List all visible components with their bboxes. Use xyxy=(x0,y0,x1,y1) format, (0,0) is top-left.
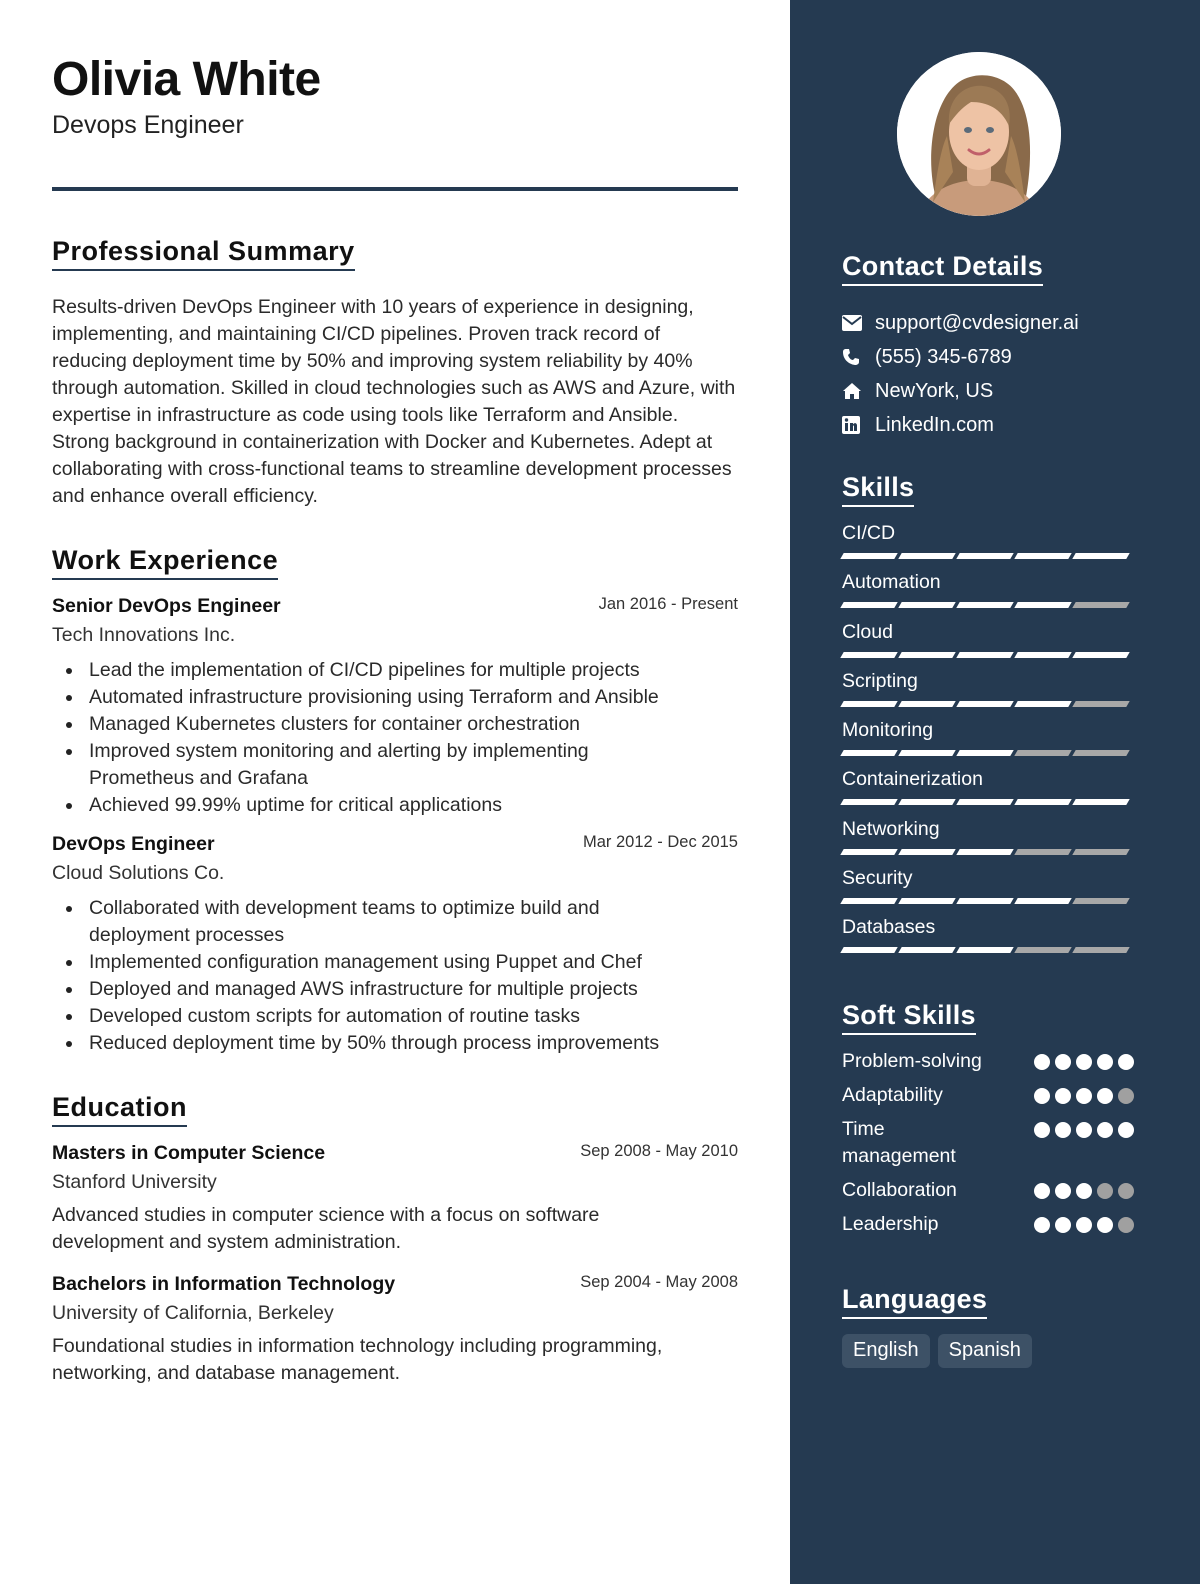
bullet-item: Implemented configuration management using Puppet and Chef xyxy=(52,949,738,976)
skill-item xyxy=(842,520,1134,569)
bullet-item: Improved system monitoring and alerting by implementing Prometheus and Grafana xyxy=(52,738,738,792)
skill-level-segment xyxy=(840,849,897,855)
language-chip: Spanish xyxy=(938,1334,1032,1368)
rating-dot xyxy=(1055,1054,1071,1070)
soft-skill-item xyxy=(842,1211,1134,1238)
bullet-item: Deployed and managed AWS infrastructure for multiple projects xyxy=(52,976,738,1003)
rating-dot xyxy=(1055,1122,1071,1138)
bullet-item: Achieved 99.99% uptime for critical applications xyxy=(52,792,738,819)
section-title-experience: Work Experience xyxy=(52,545,278,580)
contact-phone[interactable] xyxy=(842,340,1079,374)
job-entry xyxy=(52,595,738,819)
skill-level-segment xyxy=(1072,553,1129,559)
rating-dot xyxy=(1097,1217,1113,1233)
rating-dot xyxy=(1097,1183,1113,1199)
skill-level-segment xyxy=(898,602,955,608)
bullet-item: Automated infrastructure provisioning using Terraform and Ansible xyxy=(52,684,738,711)
skill-level-segment xyxy=(898,750,955,756)
skill-item xyxy=(842,717,1134,766)
soft-skill-item xyxy=(842,1116,1134,1170)
section-title-contact: Contact Details xyxy=(842,251,1043,286)
candidate-name: Olivia White xyxy=(52,53,321,106)
skill-level-meter xyxy=(842,750,1134,756)
contact-phone-text: (555) 345-6789 xyxy=(875,345,1012,368)
soft-skill-item xyxy=(842,1048,1134,1075)
skill-level-meter xyxy=(842,701,1134,707)
summary-text: Results-driven DevOps Engineer with 10 years of experience in designing, implementing, and maintaining CI/CD pipelines. Proven track record of reducing deployment time by 50% and improving system reliability by 40% through automation. Skilled in cloud technologies such as AWS and Azure, with expertise in infrastructure as code using tools like Terraform and Ansible. Strong background in containerization with Docker and Kubernetes. Adept at collaborating with cross-functional teams to streamline development processes and enhance overall efficiency. xyxy=(52,296,736,507)
language-chip: English xyxy=(842,1334,930,1368)
skill-level-meter xyxy=(842,652,1134,658)
job-company: Tech Innovations Inc. xyxy=(52,624,236,646)
skill-name: Networking xyxy=(842,817,940,840)
languages-list xyxy=(842,1334,1032,1368)
rating-dot xyxy=(1097,1122,1113,1138)
skill-level-meter xyxy=(842,898,1134,904)
skill-level-segment xyxy=(956,947,1013,953)
skill-level-segment xyxy=(898,553,955,559)
skill-level-segment xyxy=(956,849,1013,855)
education-date: Sep 2004 - May 2008 xyxy=(580,1273,738,1291)
section-title-summary: Professional Summary xyxy=(52,236,355,271)
skill-name: Cloud xyxy=(842,620,893,643)
skill-level-segment xyxy=(1014,701,1071,707)
job-company: Cloud Solutions Co. xyxy=(52,862,225,884)
section-title-languages: Languages xyxy=(842,1284,987,1319)
phone-icon xyxy=(842,346,875,368)
soft-skill-name: Problem-solving xyxy=(842,1050,982,1072)
skill-level-segment xyxy=(1014,652,1071,658)
skill-level-segment xyxy=(956,602,1013,608)
skill-level-segment xyxy=(956,750,1013,756)
rating-dot xyxy=(1118,1183,1134,1199)
skill-level-meter xyxy=(842,947,1134,953)
rating-dot xyxy=(1034,1183,1050,1199)
skill-item xyxy=(842,619,1134,668)
school-name: Stanford University xyxy=(52,1171,217,1193)
skill-name: Automation xyxy=(842,571,941,594)
skill-level-segment xyxy=(840,652,897,658)
section-title-soft-skills: Soft Skills xyxy=(842,1000,976,1035)
rating-dot xyxy=(1076,1088,1092,1104)
skill-level-segment xyxy=(898,849,955,855)
soft-skill-rating xyxy=(1034,1122,1134,1138)
skill-level-meter xyxy=(842,602,1134,608)
home-icon xyxy=(842,380,875,402)
section-title-education: Education xyxy=(52,1092,187,1127)
skill-level-segment xyxy=(840,602,897,608)
education-description: Advanced studies in computer science with a focus on software development and system administration. xyxy=(52,1204,600,1253)
bullet-item: Collaborated with development teams to optimize build and deployment processes xyxy=(52,895,738,949)
education-description: Foundational studies in information technology including programming, networking, and database management. xyxy=(52,1335,663,1384)
bullet-item: Developed custom scripts for automation of routine tasks xyxy=(52,1003,738,1030)
contact-linkedin-text: LinkedIn.com xyxy=(875,413,994,436)
job-date: Jan 2016 - Present xyxy=(598,595,738,613)
skill-level-segment xyxy=(898,701,955,707)
skill-level-meter xyxy=(842,849,1134,855)
candidate-role: Devops Engineer xyxy=(52,111,244,139)
skill-item xyxy=(842,816,1134,865)
sidebar xyxy=(790,0,1200,1584)
profile-photo xyxy=(897,52,1061,216)
rating-dot xyxy=(1034,1217,1050,1233)
skill-name: CI/CD xyxy=(842,522,896,544)
soft-skill-item xyxy=(842,1082,1134,1109)
job-entry xyxy=(52,833,738,1057)
skill-level-segment xyxy=(1014,750,1071,756)
header-divider xyxy=(52,187,738,191)
contact-email-text: support@cvdesigner.ai xyxy=(875,311,1079,334)
rating-dot xyxy=(1055,1183,1071,1199)
skill-level-segment xyxy=(1014,602,1071,608)
degree-title: Bachelors in Information Technology xyxy=(52,1273,396,1295)
skill-level-segment xyxy=(1072,701,1129,707)
skill-level-segment xyxy=(1014,799,1071,805)
skill-level-segment xyxy=(1072,750,1129,756)
soft-skill-name: Collaboration xyxy=(842,1179,957,1201)
skill-item xyxy=(842,914,1134,963)
rating-dot xyxy=(1055,1088,1071,1104)
skill-level-segment xyxy=(840,701,897,707)
skill-level-segment xyxy=(1072,898,1129,904)
education-date: Sep 2008 - May 2010 xyxy=(580,1142,738,1160)
education-entry xyxy=(52,1142,738,1256)
job-date: Mar 2012 - Dec 2015 xyxy=(582,833,738,851)
soft-skill-rating xyxy=(1034,1217,1134,1233)
rating-dot xyxy=(1118,1054,1134,1070)
rating-dot xyxy=(1076,1122,1092,1138)
bullet-item: Lead the implementation of CI/CD pipelines for multiple projects xyxy=(52,657,738,684)
skill-level-segment xyxy=(1014,898,1071,904)
skill-level-segment xyxy=(898,652,955,658)
rating-dot xyxy=(1118,1217,1134,1233)
skill-level-segment xyxy=(1014,947,1071,953)
section-title-skills: Skills xyxy=(842,472,914,507)
degree-title: Masters in Computer Science xyxy=(52,1142,326,1164)
skill-level-segment xyxy=(1072,602,1129,608)
skill-level-segment xyxy=(1072,947,1129,953)
skill-name: Containerization xyxy=(842,768,983,791)
skill-level-meter xyxy=(842,553,1134,559)
skill-level-segment xyxy=(840,947,897,953)
skill-level-segment xyxy=(956,553,1013,559)
job-title: DevOps Engineer xyxy=(52,833,215,855)
rating-dot xyxy=(1097,1054,1113,1070)
contact-linkedin[interactable] xyxy=(842,408,1079,442)
skill-name: Scripting xyxy=(842,669,918,692)
soft-skills-list xyxy=(842,1048,1134,1245)
rating-dot xyxy=(1076,1217,1092,1233)
education-entry xyxy=(52,1273,738,1387)
soft-skill-item xyxy=(842,1177,1134,1204)
bullet-item: Reduced deployment time by 50% through process improvements xyxy=(52,1030,738,1057)
skill-level-segment xyxy=(1072,799,1129,805)
skill-level-segment xyxy=(956,701,1013,707)
contact-location xyxy=(842,374,1079,408)
rating-dot xyxy=(1076,1054,1092,1070)
soft-skill-name: Leadership xyxy=(842,1213,939,1235)
skill-name: Monitoring xyxy=(842,719,934,742)
soft-skill-name: Adaptability xyxy=(842,1084,943,1106)
job-bullets xyxy=(52,895,738,1057)
skills-list xyxy=(842,520,1134,964)
skill-level-meter xyxy=(842,799,1134,805)
skill-name: Security xyxy=(842,867,913,890)
skill-level-segment xyxy=(840,799,897,805)
rating-dot xyxy=(1118,1122,1134,1138)
job-bullets xyxy=(52,657,738,819)
rating-dot xyxy=(1034,1054,1050,1070)
skill-level-segment xyxy=(1014,849,1071,855)
rating-dot xyxy=(1097,1088,1113,1104)
soft-skill-rating xyxy=(1034,1183,1134,1199)
skill-level-segment xyxy=(840,898,897,904)
skill-item xyxy=(842,569,1134,618)
soft-skill-rating xyxy=(1034,1088,1134,1104)
skill-level-segment xyxy=(898,898,955,904)
rating-dot xyxy=(1076,1183,1092,1199)
skill-level-segment xyxy=(956,652,1013,658)
bullet-item: Managed Kubernetes clusters for container orchestration xyxy=(52,711,738,738)
skill-item xyxy=(842,766,1134,815)
contact-location-text: NewYork, US xyxy=(875,379,994,402)
rating-dot xyxy=(1034,1088,1050,1104)
skill-level-segment xyxy=(898,947,955,953)
rating-dot xyxy=(1034,1122,1050,1138)
skill-item xyxy=(842,865,1134,914)
skill-level-segment xyxy=(1072,849,1129,855)
rating-dot xyxy=(1118,1088,1134,1104)
skill-item xyxy=(842,668,1134,717)
skill-level-segment xyxy=(956,799,1013,805)
job-title: Senior DevOps Engineer xyxy=(52,595,281,617)
contact-list xyxy=(842,306,1079,442)
soft-skill-rating xyxy=(1034,1054,1134,1070)
skill-level-segment xyxy=(1072,652,1129,658)
contact-email[interactable] xyxy=(842,306,1079,340)
skill-name: Databases xyxy=(842,916,936,939)
skill-level-segment xyxy=(840,750,897,756)
linkedin-icon xyxy=(842,414,875,436)
skill-level-segment xyxy=(956,898,1013,904)
skill-level-segment xyxy=(898,799,955,805)
soft-skill-name: Time management xyxy=(842,1118,956,1167)
rating-dot xyxy=(1055,1217,1071,1233)
skill-level-segment xyxy=(1014,553,1071,559)
envelope-icon xyxy=(842,312,875,334)
school-name: University of California, Berkeley xyxy=(52,1302,334,1324)
skill-level-segment xyxy=(840,553,897,559)
portrait-image xyxy=(897,52,1061,216)
